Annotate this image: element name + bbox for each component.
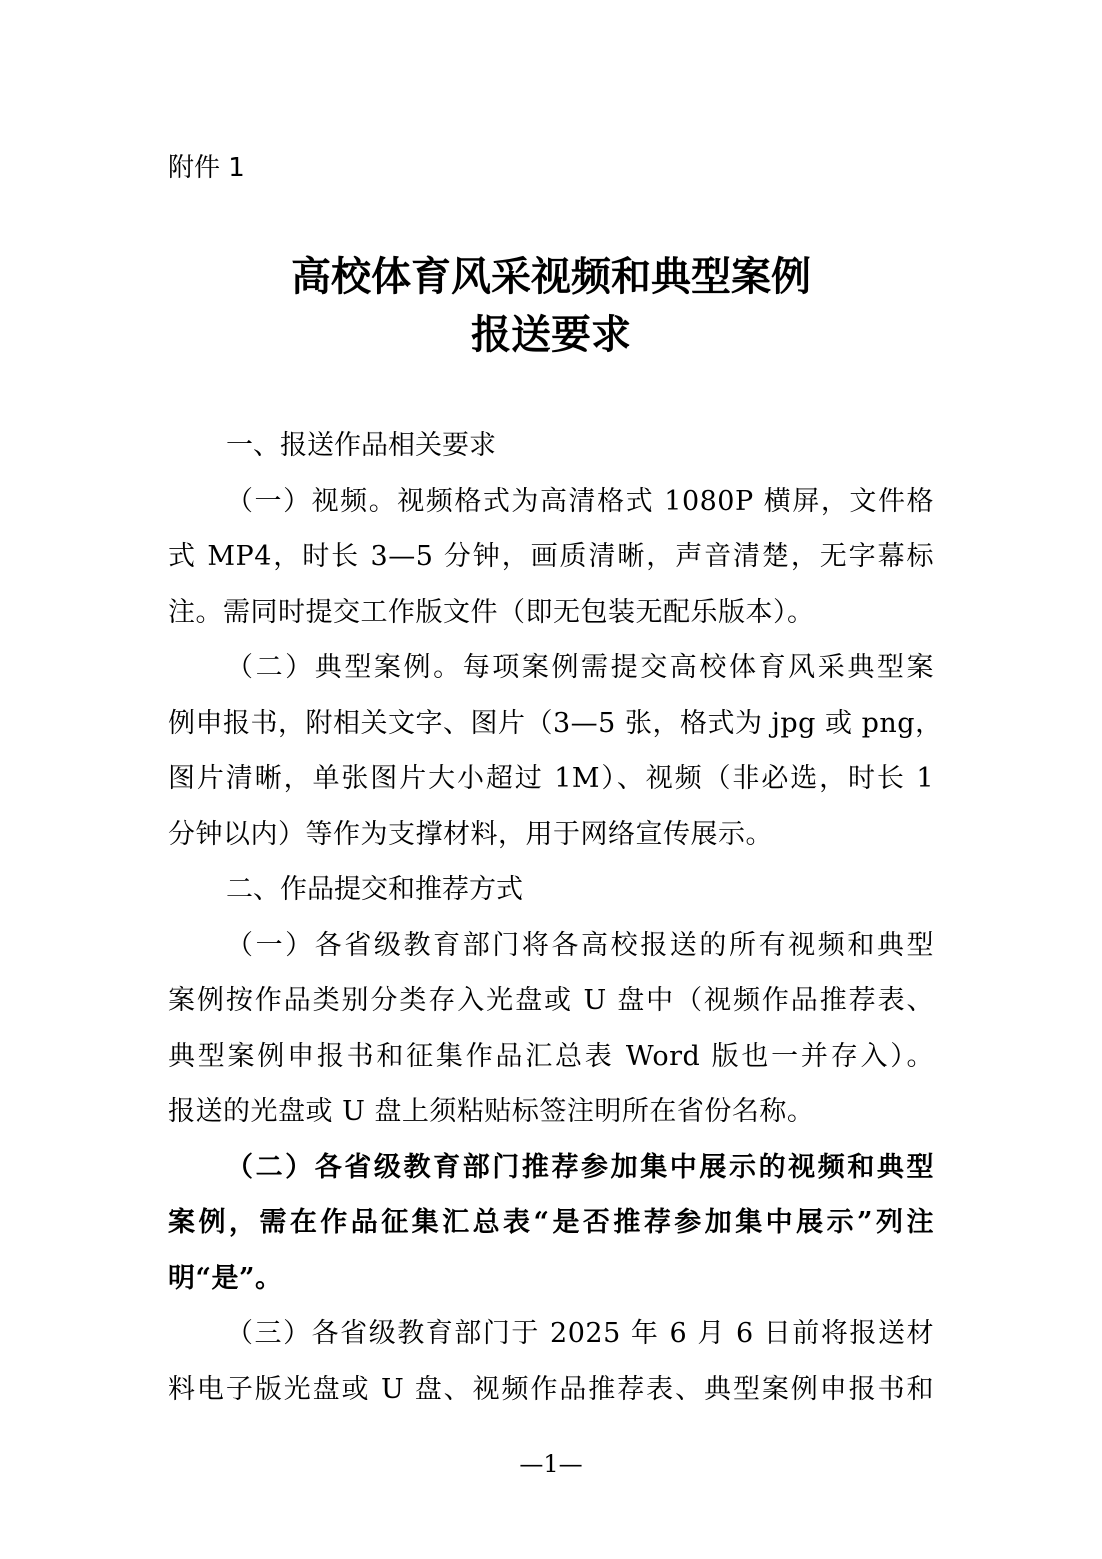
paragraph-line: 分钟以内）等作为支撑材料，用于网络宣传展示。 bbox=[168, 818, 773, 850]
paragraph-line: 图片清晰，单张图片大小超过 1M）、视频（非必选，时长 1 bbox=[168, 763, 934, 794]
paragraph-1-2 bbox=[168, 640, 943, 862]
paragraph-line: 料电子版光盘或 U 盘、视频作品推荐表、典型案例申报书和 bbox=[168, 1373, 934, 1405]
page-number: —1— bbox=[519, 1450, 583, 1478]
paragraph-line: （一）视频。视频格式为高清格式 1080P 横屏，文件格 bbox=[226, 485, 934, 517]
paragraph-line: 案例按作品类别分类存入光盘或 U 盘中（视频作品推荐表、 bbox=[168, 985, 934, 1016]
paragraph-line: 例申报书，附相关文字、图片（3—5 张，格式为 jpg 或 png， bbox=[168, 707, 943, 739]
title-line-2: 报送要求 bbox=[471, 311, 631, 358]
attachment-label: 附件 1 bbox=[168, 153, 245, 183]
paragraph-line: （一）各省级教育部门将各高校报送的所有视频和典型 bbox=[226, 929, 934, 961]
paragraph-line: 典型案例申报书和征集作品汇总表 Word 版也一并存入）。 bbox=[168, 1040, 934, 1072]
paragraph-line: 注。需同时提交工作版文件（即无包装无配乐版本）。 bbox=[168, 596, 815, 628]
title-line-1: 高校体育风采视频和典型案例 bbox=[291, 253, 811, 300]
document-body bbox=[168, 418, 943, 1417]
paragraph-line: 式 MP4，时长 3—5 分钟，画质清晰，声音清楚，无字幕标 bbox=[168, 541, 934, 572]
paragraph-line: （三）各省级教育部门于 2025 年 6 月 6 日前将报送材 bbox=[226, 1318, 934, 1349]
paragraph-2-2 bbox=[168, 1140, 934, 1307]
paragraph-line: 报送的光盘或 U 盘上须粘贴标签注明所在省份名称。 bbox=[168, 1096, 815, 1127]
paragraph-line: 明“是”。 bbox=[168, 1262, 283, 1294]
document-title bbox=[0, 248, 1102, 364]
paragraph-line: （二）典型案例。每项案例需提交高校体育风采典型案 bbox=[226, 652, 934, 683]
paragraph-2-3 bbox=[168, 1306, 934, 1417]
section-heading-1: 一、报送作品相关要求 bbox=[226, 430, 496, 461]
paragraph-line: （二）各省级教育部门推荐参加集中展示的视频和典型 bbox=[226, 1151, 934, 1183]
paragraph-1-1 bbox=[168, 474, 934, 641]
paragraph-line: 案例，需在作品征集汇总表“是否推荐参加集中展示”列注 bbox=[168, 1207, 934, 1238]
paragraph-2-1 bbox=[168, 918, 934, 1140]
section-heading-2: 二、作品提交和推荐方式 bbox=[226, 874, 523, 905]
